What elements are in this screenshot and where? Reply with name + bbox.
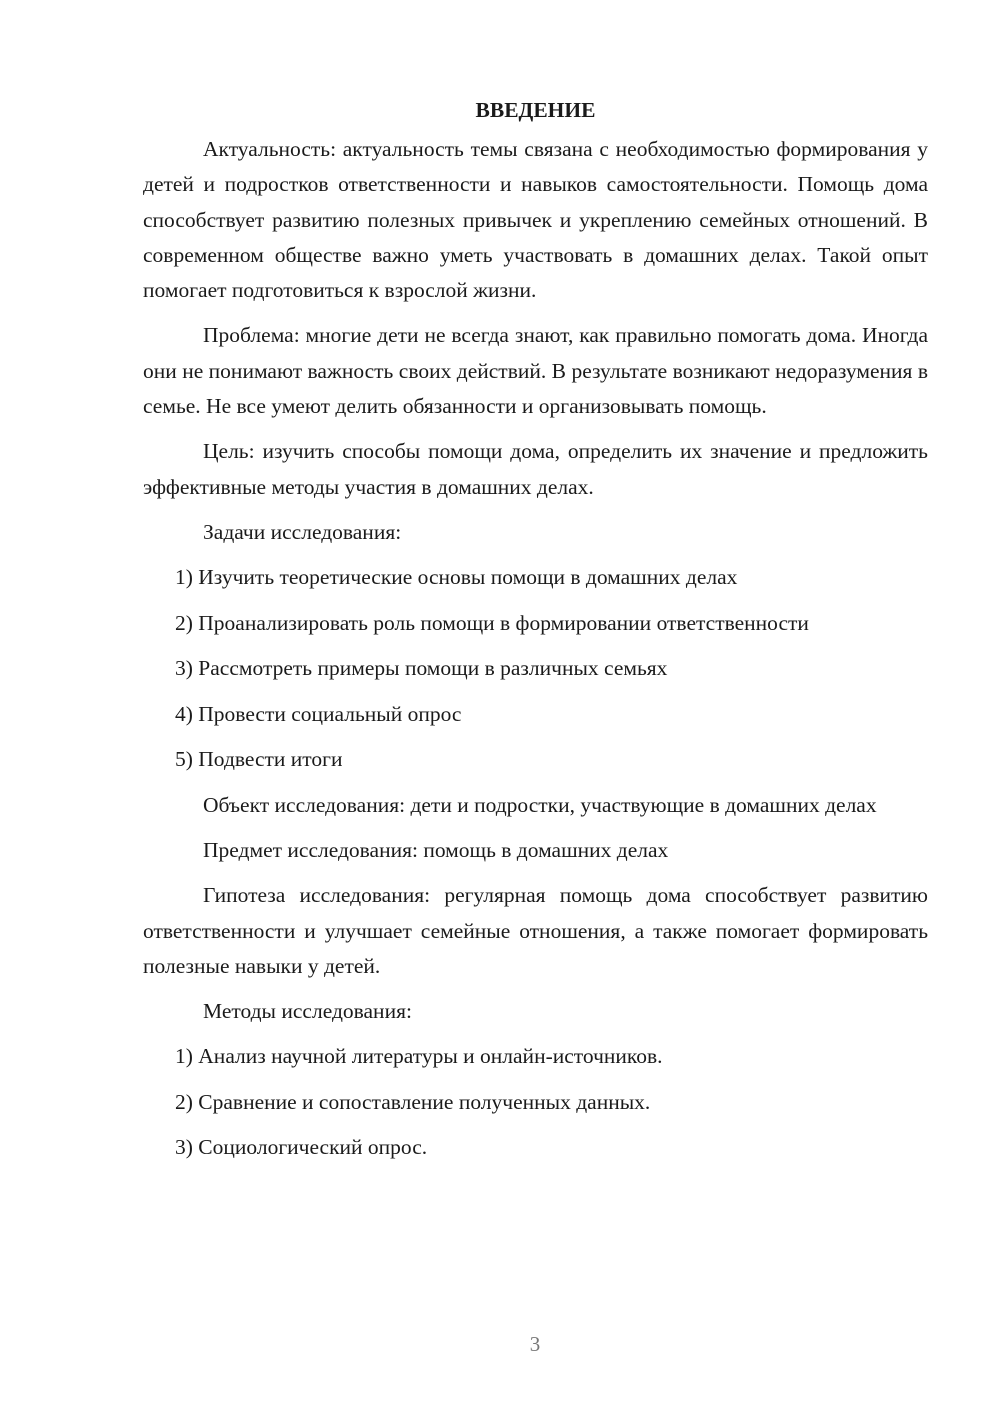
method-item: 2) Сравнение и сопоставление полученных данных. xyxy=(175,1089,651,1114)
relevance-paragraph: Актуальность: актуальность темы связана с необходимостью формирования у детей и подростков ответственности и навыков самостоятельности. Помощь дома способствует развитию полезных привычек и укреплению семейных отношений. В современном обществе важно уметь участвовать в домашних делах. Такой опыт помогает подготовиться к взрослой жизни. xyxy=(143,137,928,303)
problem-paragraph: Проблема: многие дети не всегда знают, как правильно помогать дома. Иногда они не понимают важность своих действий. В результате возникают недоразумения в семье. Не все умеют делить обязанности и организовывать помощь. xyxy=(143,323,928,419)
task-item: 1) Изучить теоретические основы помощи в домашних делах xyxy=(175,565,738,590)
task-item: 4) Провести социальный опрос xyxy=(175,701,462,726)
subject-paragraph: Предмет исследования: помощь в домашних делах xyxy=(203,837,669,862)
task-item: 3) Рассмотреть примеры помощи в различных семьях xyxy=(175,656,668,681)
task-item: 2) Проанализировать роль помощи в формировании ответственности xyxy=(175,610,809,635)
section-title: ВВЕДЕНИЕ xyxy=(475,98,596,122)
goal-paragraph: Цель: изучить способы помощи дома, определить их значение и предложить эффективные методы участия в домашних делах. xyxy=(143,439,928,499)
method-item: 3) Социологический опрос. xyxy=(175,1135,428,1160)
tasks-list xyxy=(143,560,928,777)
document-page xyxy=(143,92,928,1176)
page-number: 3 xyxy=(529,1332,541,1356)
hypothesis-paragraph: Гипотеза исследования: регулярная помощь дома способствует развитию ответственности и улучшает семейные отношения, а также помогает формировать полезные навыки у детей. xyxy=(143,883,928,978)
task-item: 5) Подвести итоги xyxy=(175,747,343,772)
methods-heading: Методы исследования: xyxy=(203,999,412,1024)
method-item: 1) Анализ научной литературы и онлайн-источников. xyxy=(175,1044,663,1069)
tasks-heading: Задачи исследования: xyxy=(203,519,402,544)
object-paragraph: Объект исследования: дети и подростки, участвующие в домашних делах xyxy=(203,792,877,817)
methods-list xyxy=(143,1039,928,1165)
